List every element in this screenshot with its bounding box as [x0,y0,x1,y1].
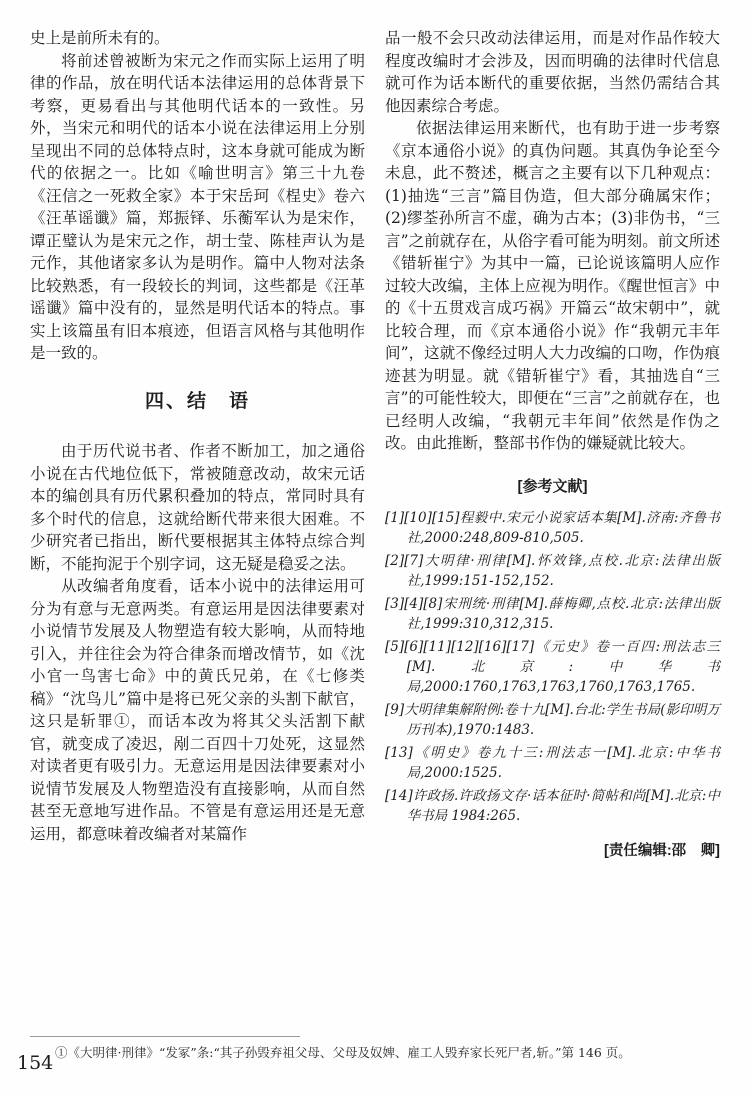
footnote-divider [30,1036,300,1037]
reference-item: [1][10][15]程毅中.宋元小说家话本集[M].济南:齐鲁书社,2000:248,809-810,505. [385,510,720,546]
paragraph: 史上是前所未有的。 [30,29,170,47]
footnote-text: ①《大明律·刑律》“发冢”条:“其子孙毁弃祖父母、父母及奴婢、雇工人毁弃家长死尸者,斩。”第 146 页。 [55,1045,631,1060]
paragraph: 由于历代说书者、作者不断加工，加之通俗小说在古代地位低下，常被随意改动，故宋元话本的编创具有历代累积叠加的特点，常同时具有多个时代的信息，这就给断代带来很大困难。不少研究者已指出，断代要根据其主体特点综合判断，不能拘泥于个别字词，这无疑是稳妥之法。 [30,442,365,573]
page-number: 154 [17,1052,54,1074]
footnote-area [30,1036,720,1061]
reference-item: [13]《明史》卷九十三:刑法志一[M].北京:中华书局,2000:1525. [385,745,720,781]
left-column [30,27,365,863]
paragraph: 将前述曾被断为宋元之作而实际上运用了明律的作品，放在明代话本法律运用的总体背景下考察，更易看出与其他明代话本的一致性。另外，当宋元和明代的话本小说在法律运用上分别呈现出不同的总体特点时，这本身就可能成为断代的依据之一。比如《喻世明言》第三十九卷《汪信之一死救全家》本于宋岳珂《桯史》卷六《汪革谣谶》篇，郑振铎、乐蘅军认为是宋作，谭正璧认为是宋元之作，胡士莹、陈桂声认为是元作，其他诸家多认为是明作。篇中人物对法条比较熟悉，有一段较长的判词，这些都是《汪革谣谶》篇中没有的，显然是明代话本的特点。事实上该篇虽有旧本痕迹，但语言风格与其他明作是一致的。 [30,51,365,362]
paragraph: 品一般不会只改动法律运用，而是对作品作较大程度改编时才会涉及，因而明确的法律时代信息就可作为话本断代的重要依据，当然仍需结合其他因素综合考虑。 [385,29,720,115]
section-heading-conclusion: 四、结 语 [144,390,250,412]
reference-item: [5][6][11][12][16][17]《元史》卷一百四:刑法志三[M].北京:中华书局,2000:1760,1763,1763,1760,1763,1765. [385,639,720,695]
responsible-editor-note: [责任编辑:邵 卿] [604,843,720,859]
reference-item: [9]大明律集解附例:卷十九[M].台北:学生书局(影印明万历刊本),1970:1483. [385,702,720,738]
paragraph: 从改编者角度看，话本小说中的法律运用可分为有意与无意两类。有意运用是因法律要素对小说情节发展及人物塑造有较大影响，从而特地引入，并往往会为符合律条而增改情节，如《沈小官一鸟害七命》中的黄氏兄弟，在《七修类稿》“沈鸟儿”篇中是将已死父亲的头割下献官，这只是斩罪①，而话本改为将其父头活割下献官，就变成了凌迟，剐二百四十刀处死，这显然对读者更有吸引力。无意运用是因法律要素对小说情节发展及人物塑造没有直接影响，从而自然甚至无意地写进作品。不管是有意运用还是无意运用，都意味着改编者对某篇作 [30,577,365,843]
references-heading: [参考文献] [517,477,588,495]
reference-item: [14]许政扬.许政扬文存·话本征时·简帖和尚[M].北京:中华书局 1984:265. [385,788,720,824]
right-column [385,27,720,863]
reference-item: [3][4][8]宋刑统·刑律[M].薛梅卿,点校.北京:法律出版社,1999:310,312,315. [385,596,720,632]
reference-item: [2][7]大明律·刑律[M].怀效锋,点校.北京:法律出版社,1999:151-152,152. [385,553,720,589]
paragraph: 依据法律运用来断代，也有助于进一步考察《京本通俗小说》的真伪问题。其真伪争论至今未息，此不赘述，概言之主要有以下几种观点：(1)抽选“三言”篇目伪造，但大部分确属宋作；(2)缪荃孙所言不虚，确为古本；(3)非伪书，“三言”之前就存在，从俗字看可能为明刻。前文所述《错斩崔宁》为其中一篇，已论说该篇明人应作过较大改编，主体上应视为明作。《醒世恒言》中的《十五贯戏言成巧祸》开篇云“故宋朝中”，就比较合理，而《京本通俗小说》作“我朝元丰年间”，这就不像经过明人大力改编的口吻，作伪痕迹甚为明显。就《错斩崔宁》看，其抽选自“三言”的可能性较大，即便在“三言”之前就存在，也已经明人改编，“我朝元丰年间”依然是作伪之改。由此推断，整部书作伪的嫌疑就比较大。 [385,119,720,452]
references-list [385,508,720,826]
